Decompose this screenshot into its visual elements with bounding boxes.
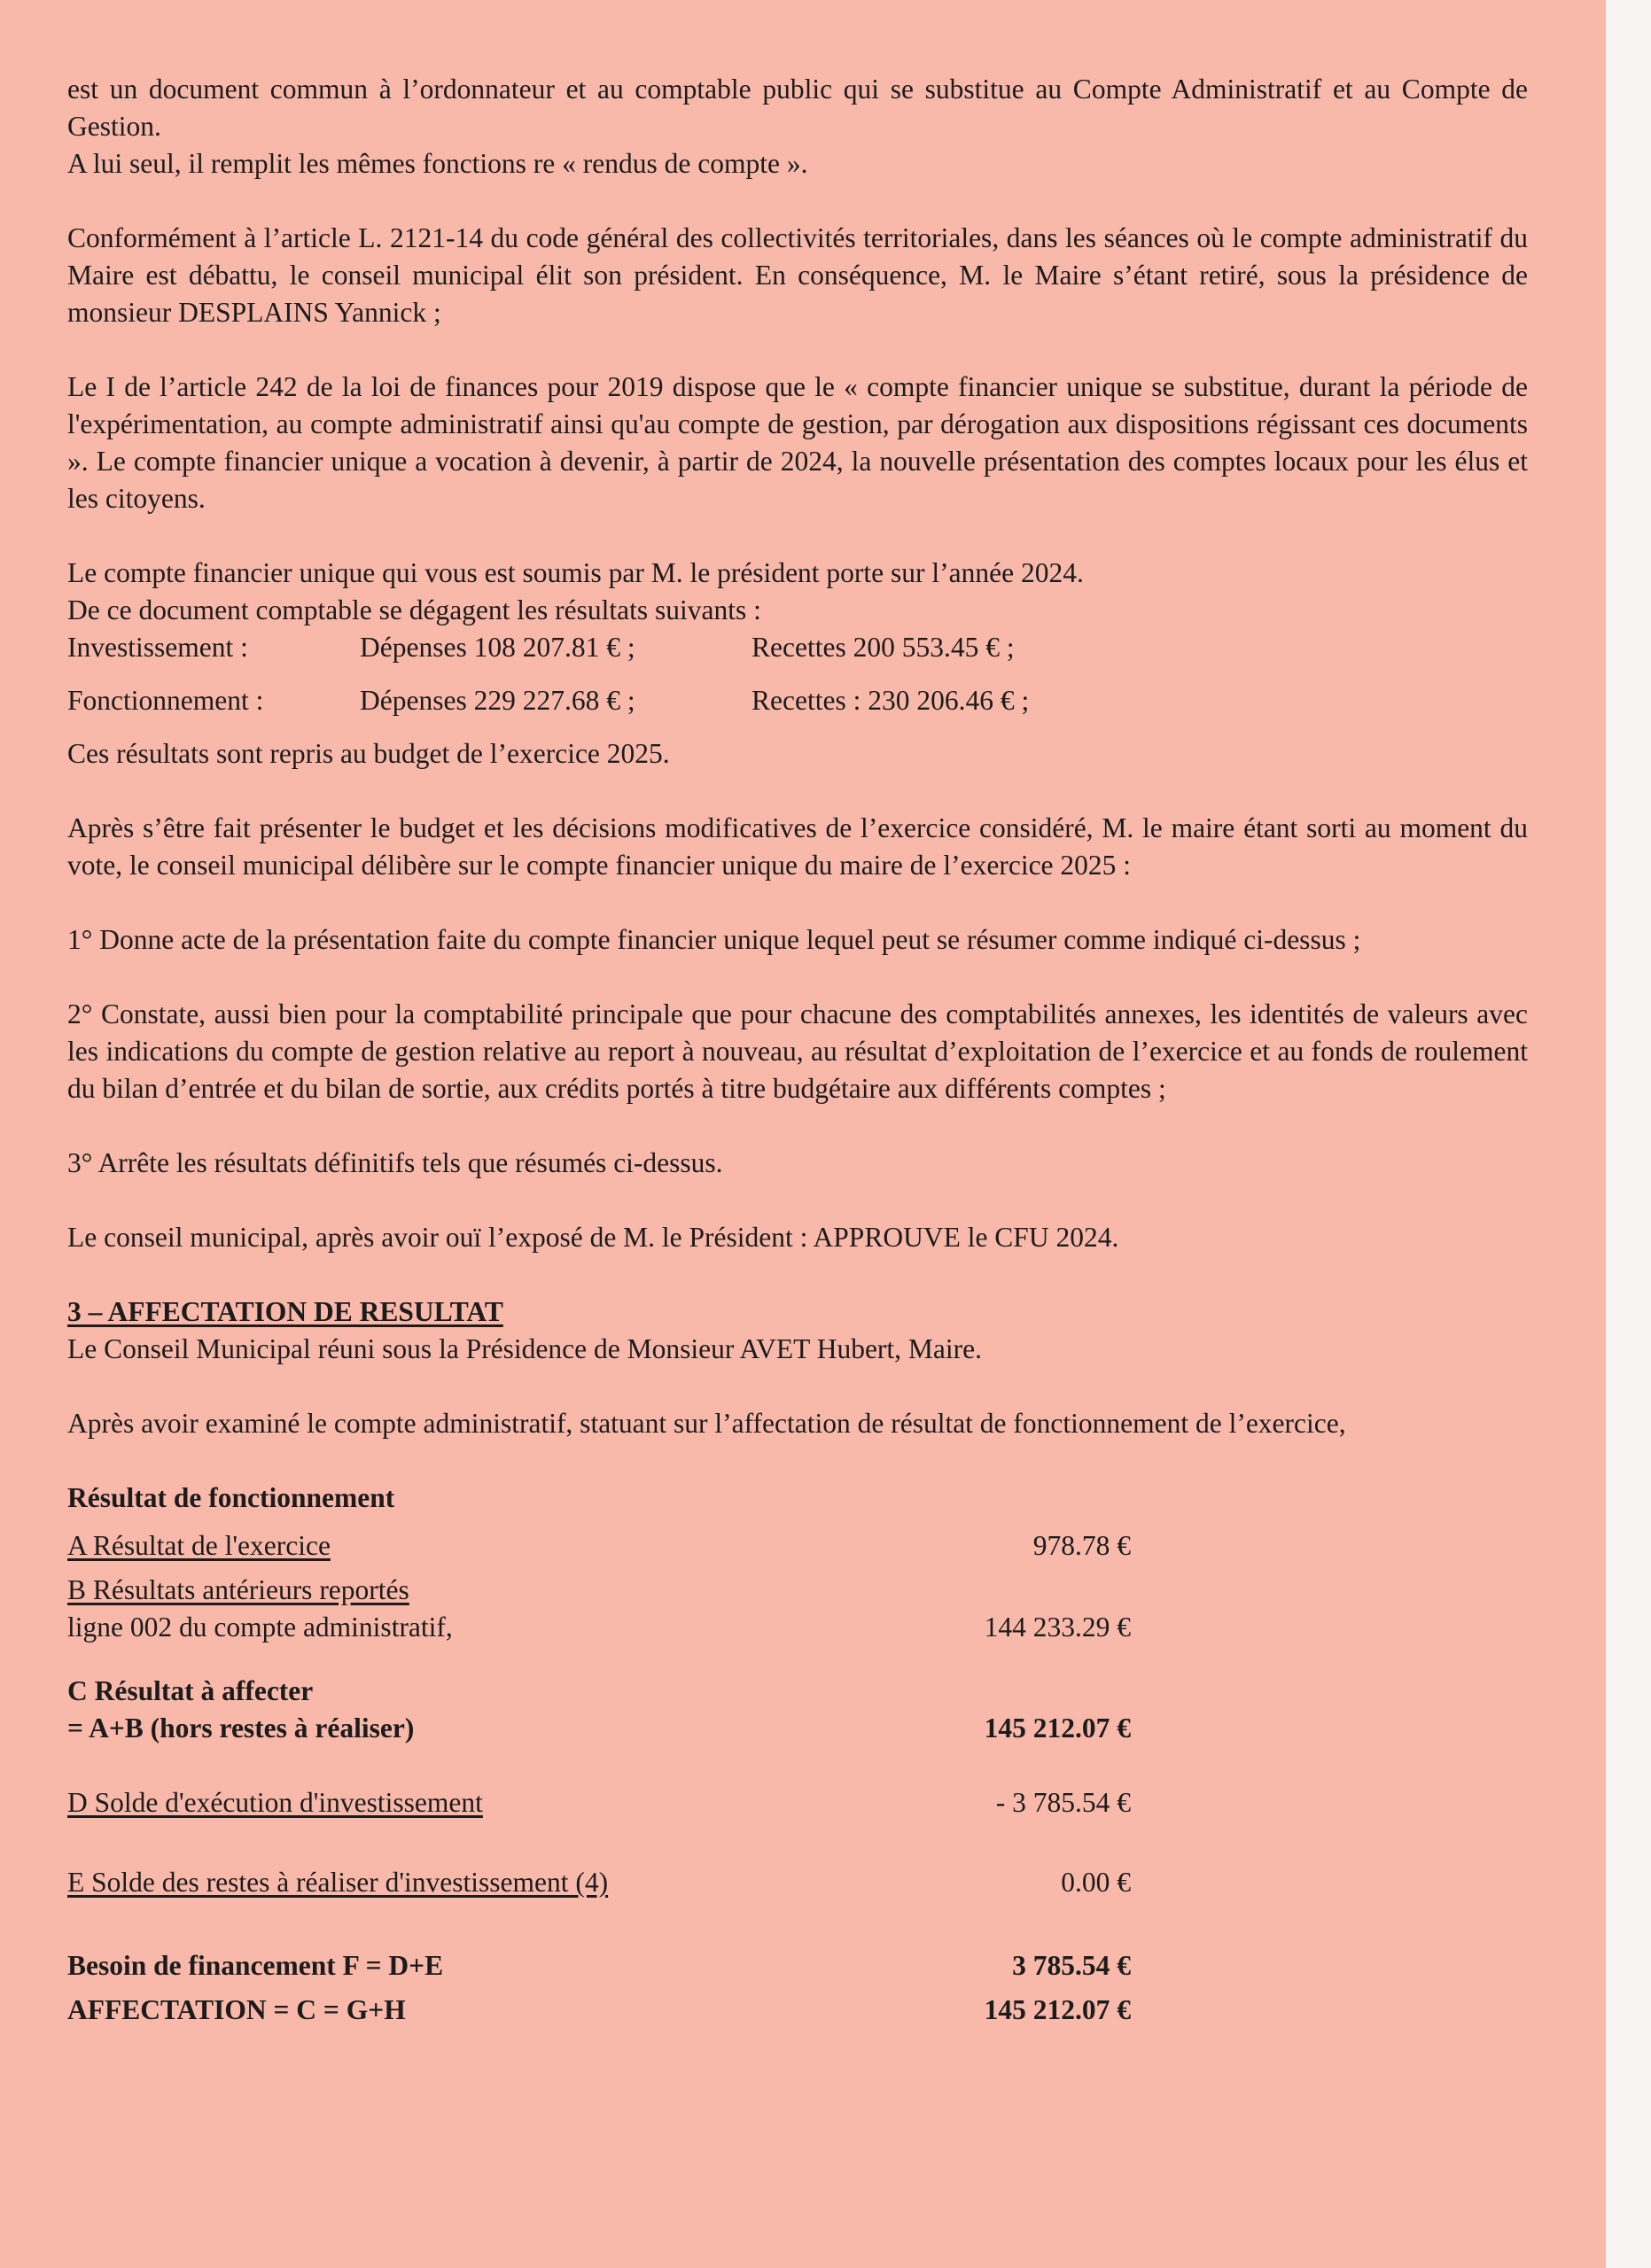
resultat-f-label: Besoin de financement F = D+E [67,1950,444,1981]
results-label: Fonctionnement : [67,685,264,716]
resultat-affectation-value: 145 212.07 € [984,1994,1131,2025]
resultat-f-value: 3 785.54 € [1012,1950,1131,1981]
resultat-a-label: A Résultat de l'exercice [67,1530,331,1561]
paragraph-point-1: 1° Donne acte de la présentation faite du compte financier unique lequel peut se résumer comme indiqué ci-dessus ; [67,924,1361,955]
resultat-d-value: - 3 785.54 € [995,1787,1131,1818]
results-depenses: Dépenses 108 207.81 € ; [360,632,635,663]
resultat-affectation-label: AFFECTATION = C = G+H [67,1994,406,2025]
resultat-a-value: 978.78 € [1032,1530,1131,1561]
resultat-c-label: C Résultat à affecter [67,1675,314,1706]
section-heading-affectation: 3 – AFFECTATION DE RESULTAT [67,1296,503,1327]
results-label: Investissement : [67,632,248,663]
resultat-b-sub: ligne 002 du compte administratif, [67,1612,453,1643]
paragraph-cfu-annee: Le compte financier unique qui vous est soumis par M. le président porte sur l’année 2024. [67,557,1084,588]
resultat-row-affectation [67,1992,1131,2029]
paragraph-point-3: 3° Arrête les résultats définitifs tels que résumés ci-dessus. [67,1147,723,1178]
results-recettes: Recettes 200 553.45 € ; [752,632,1015,663]
resultat-fonctionnement-table [67,1480,1131,2029]
resultat-c-sub: = A+B (hors restes à réaliser) [67,1713,415,1744]
results-depenses: Dépenses 229 227.68 € ; [360,685,635,716]
paragraph-resultats-intro: De ce document comptable se dégagent les résultats suivants : [67,594,761,625]
resultat-row-d [67,1784,1131,1821]
paragraph-article-l2121: Conformément à l’article L. 2121-14 du code général des collectivités territoriales, dans les séances où le compte administratif du Maire est débattu, le conseil municipal élit son président. En conséquence, M. le Maire s’étant retiré, sous la présidence de monsieur DESPLAINS Yannick ; [67,222,1528,328]
resultat-title: Résultat de fonctionnement [67,1482,395,1513]
paragraph-budget-2025: Ces résultats sont repris au budget de l’exercice 2025. [67,738,670,769]
paragraph-intro: est un document commun à l’ordonnateur et au comptable public qui se substitue au Compte Administratif et au Compte de Gestion. [67,74,1528,142]
resultat-row-c [67,1673,1131,1710]
resultat-e-value: 0.00 € [1061,1867,1131,1898]
resultat-row-b [67,1572,1131,1609]
paragraph-conseil-reuni: Le Conseil Municipal réuni sous la Présidence de Monsieur AVET Hubert, Maire. [67,1333,983,1364]
resultat-row-c-sub [67,1710,1131,1747]
resultat-b-value: 144 233.29 € [984,1612,1131,1643]
resultat-row-b-sub [67,1609,1131,1646]
paragraph-examen: Après avoir examiné le compte administratif, statuant sur l’affectation de résultat de fonctionnement de l’exercice, [67,1408,1346,1439]
resultat-c-value: 145 212.07 € [984,1713,1131,1744]
paragraph-rendus-compte: A lui seul, il remplit les mêmes fonctions re « rendus de compte ». [67,148,808,179]
resultat-b-label: B Résultats antérieurs reportés [67,1574,409,1605]
results-row-investissement [67,629,1528,666]
resultat-e-label: E Solde des restes à réaliser d'investissement (4) [67,1867,609,1898]
document-body [67,71,1528,2029]
paragraph-point-2: 2° Constate, aussi bien pour la comptabilité principale que pour chacune des comptabilités annexes, les identités de valeurs avec les indications du compte de gestion relative au report à nouveau, au résultat d’exploitation de l’exercice et au fonds de roulement du bilan d’entrée et du bilan de sortie, aux crédits portés à titre budgétaire aux différents comptes ; [67,998,1528,1104]
resultat-row-a [67,1527,1131,1565]
paragraph-approuve: Le conseil municipal, après avoir ouï l’exposé de M. le Président : APPROUVE le CFU 2024. [67,1222,1119,1253]
resultat-row-f [67,1947,1131,1984]
results-recettes: Recettes : 230 206.46 € ; [752,685,1030,716]
paragraph-vote: Après s’être fait présenter le budget et les décisions modificatives de l’exercice considéré, M. le maire étant sorti au moment du vote, le conseil municipal délibère sur le compte financier unique du maire de l’exercice 2025 : [67,812,1528,881]
paragraph-loi-finances: Le I de l’article 242 de la loi de finances pour 2019 dispose que le « compte financier unique se substitue, durant la période de l'expérimentation, au compte administratif ainsi qu'au compte de gestion, par dérogation aux dispositions régissant ces documents ». Le compte financier unique a vocation à devenir, à partir de 2024, la nouvelle présentation des comptes locaux pour les élus et les citoyens. [67,371,1528,514]
resultat-d-label: D Solde d'exécution d'investissement [67,1787,483,1818]
results-row-fonctionnement [67,682,1528,719]
resultat-row-e [67,1864,1131,1901]
